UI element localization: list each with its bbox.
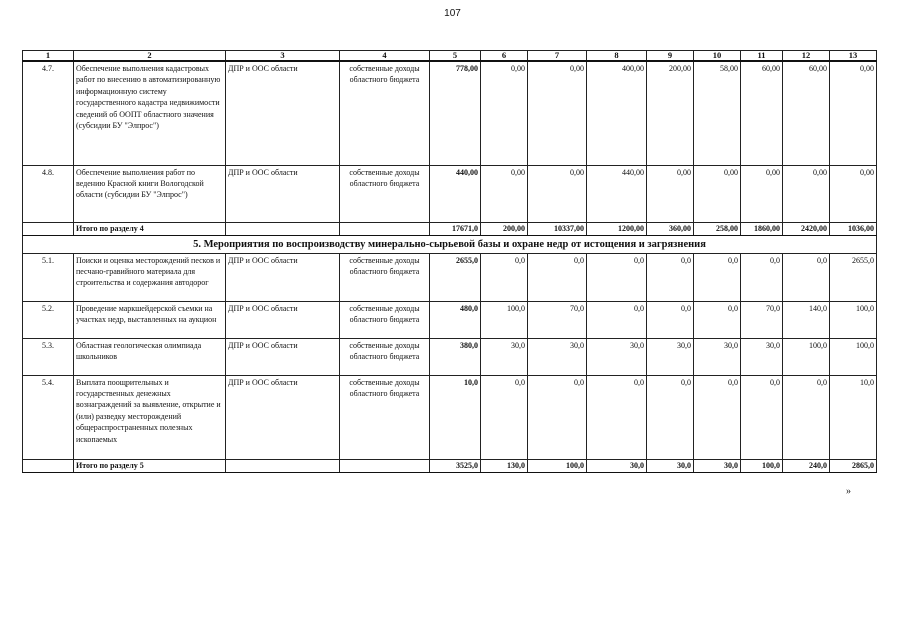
row-value: 440,00 bbox=[430, 165, 481, 222]
row-value: 0,00 bbox=[481, 61, 528, 165]
row-value: 0,0 bbox=[783, 375, 830, 459]
row-value: 140,0 bbox=[783, 301, 830, 338]
row-value: 0,0 bbox=[587, 253, 647, 301]
total-value: 30,0 bbox=[694, 459, 741, 472]
table-row bbox=[23, 253, 877, 301]
row-value: 100,0 bbox=[830, 338, 877, 375]
total-value: 3525,0 bbox=[430, 459, 481, 472]
row-value: 778,00 bbox=[430, 61, 481, 165]
total-row bbox=[23, 459, 877, 472]
total-value: 360,00 bbox=[647, 222, 694, 235]
total-value: 2420,00 bbox=[783, 222, 830, 235]
col-header: 1 bbox=[23, 51, 74, 62]
row-value: 400,00 bbox=[587, 61, 647, 165]
total-row bbox=[23, 222, 877, 235]
closing-quote-mark: » bbox=[846, 486, 851, 497]
row-id: 4.8. bbox=[23, 165, 74, 222]
row-value: 58,00 bbox=[694, 61, 741, 165]
total-value: 30,0 bbox=[587, 459, 647, 472]
total-value: 200,00 bbox=[481, 222, 528, 235]
row-value: 60,00 bbox=[783, 61, 830, 165]
row-executor: ДПР и ООС области bbox=[226, 375, 340, 459]
col-header: 13 bbox=[830, 51, 877, 62]
row-value: 70,0 bbox=[528, 301, 587, 338]
col-header: 5 bbox=[430, 51, 481, 62]
total-value: 30,0 bbox=[647, 459, 694, 472]
row-value: 0,0 bbox=[528, 375, 587, 459]
row-executor: ДПР и ООС области bbox=[226, 61, 340, 165]
header-row bbox=[23, 51, 877, 62]
row-value: 0,00 bbox=[783, 165, 830, 222]
total-value: 258,00 bbox=[694, 222, 741, 235]
table-row bbox=[23, 165, 877, 222]
row-source: собственные доходы областного бюджета bbox=[340, 61, 430, 165]
row-name: Проведение маркшейдерской съемки на участках недр, выставленных на аукцион bbox=[74, 301, 226, 338]
page-number: 107 bbox=[444, 8, 461, 19]
row-value: 0,0 bbox=[694, 253, 741, 301]
row-value: 100,0 bbox=[783, 338, 830, 375]
total-label: Итого по разделу 4 bbox=[74, 222, 226, 235]
row-value: 0,00 bbox=[830, 165, 877, 222]
row-value: 30,0 bbox=[528, 338, 587, 375]
table-row bbox=[23, 61, 877, 165]
col-header: 12 bbox=[783, 51, 830, 62]
row-value: 100,0 bbox=[481, 301, 528, 338]
col-header: 8 bbox=[587, 51, 647, 62]
row-value: 0,00 bbox=[694, 165, 741, 222]
row-value: 0,0 bbox=[783, 253, 830, 301]
row-id: 5.2. bbox=[23, 301, 74, 338]
row-name: Обеспечение выполнения кадастровых работ по внесению в автоматизированную информационную систему государственного кадастра недвижимости сведений об ООПТ областного значения (субсидии БУ "Элпрос") bbox=[74, 61, 226, 165]
total-value: 17671,0 bbox=[430, 222, 481, 235]
row-id: 5.4. bbox=[23, 375, 74, 459]
row-value: 0,0 bbox=[481, 253, 528, 301]
row-value: 0,00 bbox=[830, 61, 877, 165]
row-value: 0,0 bbox=[587, 375, 647, 459]
row-source: собственные доходы областного бюджета bbox=[340, 375, 430, 459]
total-value: 2865,0 bbox=[830, 459, 877, 472]
row-value: 0,0 bbox=[528, 253, 587, 301]
total-value: 10337,00 bbox=[528, 222, 587, 235]
row-value: 60,00 bbox=[741, 61, 783, 165]
row-value: 70,0 bbox=[741, 301, 783, 338]
row-value: 0,00 bbox=[741, 165, 783, 222]
total-value: 100,0 bbox=[528, 459, 587, 472]
row-value: 0,0 bbox=[741, 253, 783, 301]
table-row bbox=[23, 301, 877, 338]
row-value: 10,0 bbox=[830, 375, 877, 459]
row-value: 480,0 bbox=[430, 301, 481, 338]
total-value: 100,0 bbox=[741, 459, 783, 472]
row-value: 0,00 bbox=[528, 165, 587, 222]
row-source: собственные доходы областного бюджета bbox=[340, 165, 430, 222]
row-id: 5.3. bbox=[23, 338, 74, 375]
row-name: Поиски и оценка месторождений песков и песчано-гравийного материала для строительства и содержания автодорог bbox=[74, 253, 226, 301]
row-name: Областная геологическая олимпиада школьников bbox=[74, 338, 226, 375]
row-value: 100,0 bbox=[830, 301, 877, 338]
row-value: 380,0 bbox=[430, 338, 481, 375]
row-value: 0,0 bbox=[694, 301, 741, 338]
row-value: 0,0 bbox=[647, 253, 694, 301]
total-value: 1200,00 bbox=[587, 222, 647, 235]
total-value: 1036,00 bbox=[830, 222, 877, 235]
col-header: 3 bbox=[226, 51, 340, 62]
total-label: Итого по разделу 5 bbox=[74, 459, 226, 472]
budget-table bbox=[22, 50, 877, 473]
row-value: 0,0 bbox=[587, 301, 647, 338]
total-value: 1860,00 bbox=[741, 222, 783, 235]
row-value: 30,0 bbox=[741, 338, 783, 375]
row-value: 2655,0 bbox=[430, 253, 481, 301]
col-header: 10 bbox=[694, 51, 741, 62]
row-source: собственные доходы областного бюджета bbox=[340, 253, 430, 301]
row-id: 4.7. bbox=[23, 61, 74, 165]
row-source: собственные доходы областного бюджета bbox=[340, 301, 430, 338]
table-row bbox=[23, 338, 877, 375]
row-value: 30,0 bbox=[694, 338, 741, 375]
row-value: 440,00 bbox=[587, 165, 647, 222]
table-row bbox=[23, 375, 877, 459]
row-value: 2655,0 bbox=[830, 253, 877, 301]
row-value: 0,00 bbox=[528, 61, 587, 165]
row-value: 0,0 bbox=[647, 375, 694, 459]
total-value: 130,0 bbox=[481, 459, 528, 472]
row-value: 0,0 bbox=[741, 375, 783, 459]
row-value: 10,0 bbox=[430, 375, 481, 459]
row-value: 30,0 bbox=[647, 338, 694, 375]
col-header: 11 bbox=[741, 51, 783, 62]
row-value: 0,00 bbox=[481, 165, 528, 222]
row-executor: ДПР и ООС области bbox=[226, 253, 340, 301]
total-value: 240,0 bbox=[783, 459, 830, 472]
col-header: 4 bbox=[340, 51, 430, 62]
row-value: 30,0 bbox=[587, 338, 647, 375]
row-name: Обеспечение выполнения работ по ведению Красной книги Вологодской области (субсидии БУ "Элпрос") bbox=[74, 165, 226, 222]
row-name: Выплата поощрительных и государственных денежных вознаграждений за выявление, открытие и (или) разведку месторождений общераспространенных полезных ископаемых bbox=[74, 375, 226, 459]
row-executor: ДПР и ООС области bbox=[226, 338, 340, 375]
col-header: 6 bbox=[481, 51, 528, 62]
section-heading-row bbox=[23, 235, 877, 253]
row-value: 0,0 bbox=[647, 301, 694, 338]
row-value: 0,00 bbox=[647, 165, 694, 222]
col-header: 2 bbox=[74, 51, 226, 62]
section-title: 5. Мероприятия по воспроизводству минерально-сырьевой базы и охране недр от истощения и загрязнения bbox=[23, 235, 877, 253]
col-header: 7 bbox=[528, 51, 587, 62]
row-id: 5.1. bbox=[23, 253, 74, 301]
row-executor: ДПР и ООС области bbox=[226, 301, 340, 338]
row-source: собственные доходы областного бюджета bbox=[340, 338, 430, 375]
row-executor: ДПР и ООС области bbox=[226, 165, 340, 222]
row-value: 0,0 bbox=[694, 375, 741, 459]
row-value: 200,00 bbox=[647, 61, 694, 165]
col-header: 9 bbox=[647, 51, 694, 62]
row-value: 0,0 bbox=[481, 375, 528, 459]
row-value: 30,0 bbox=[481, 338, 528, 375]
